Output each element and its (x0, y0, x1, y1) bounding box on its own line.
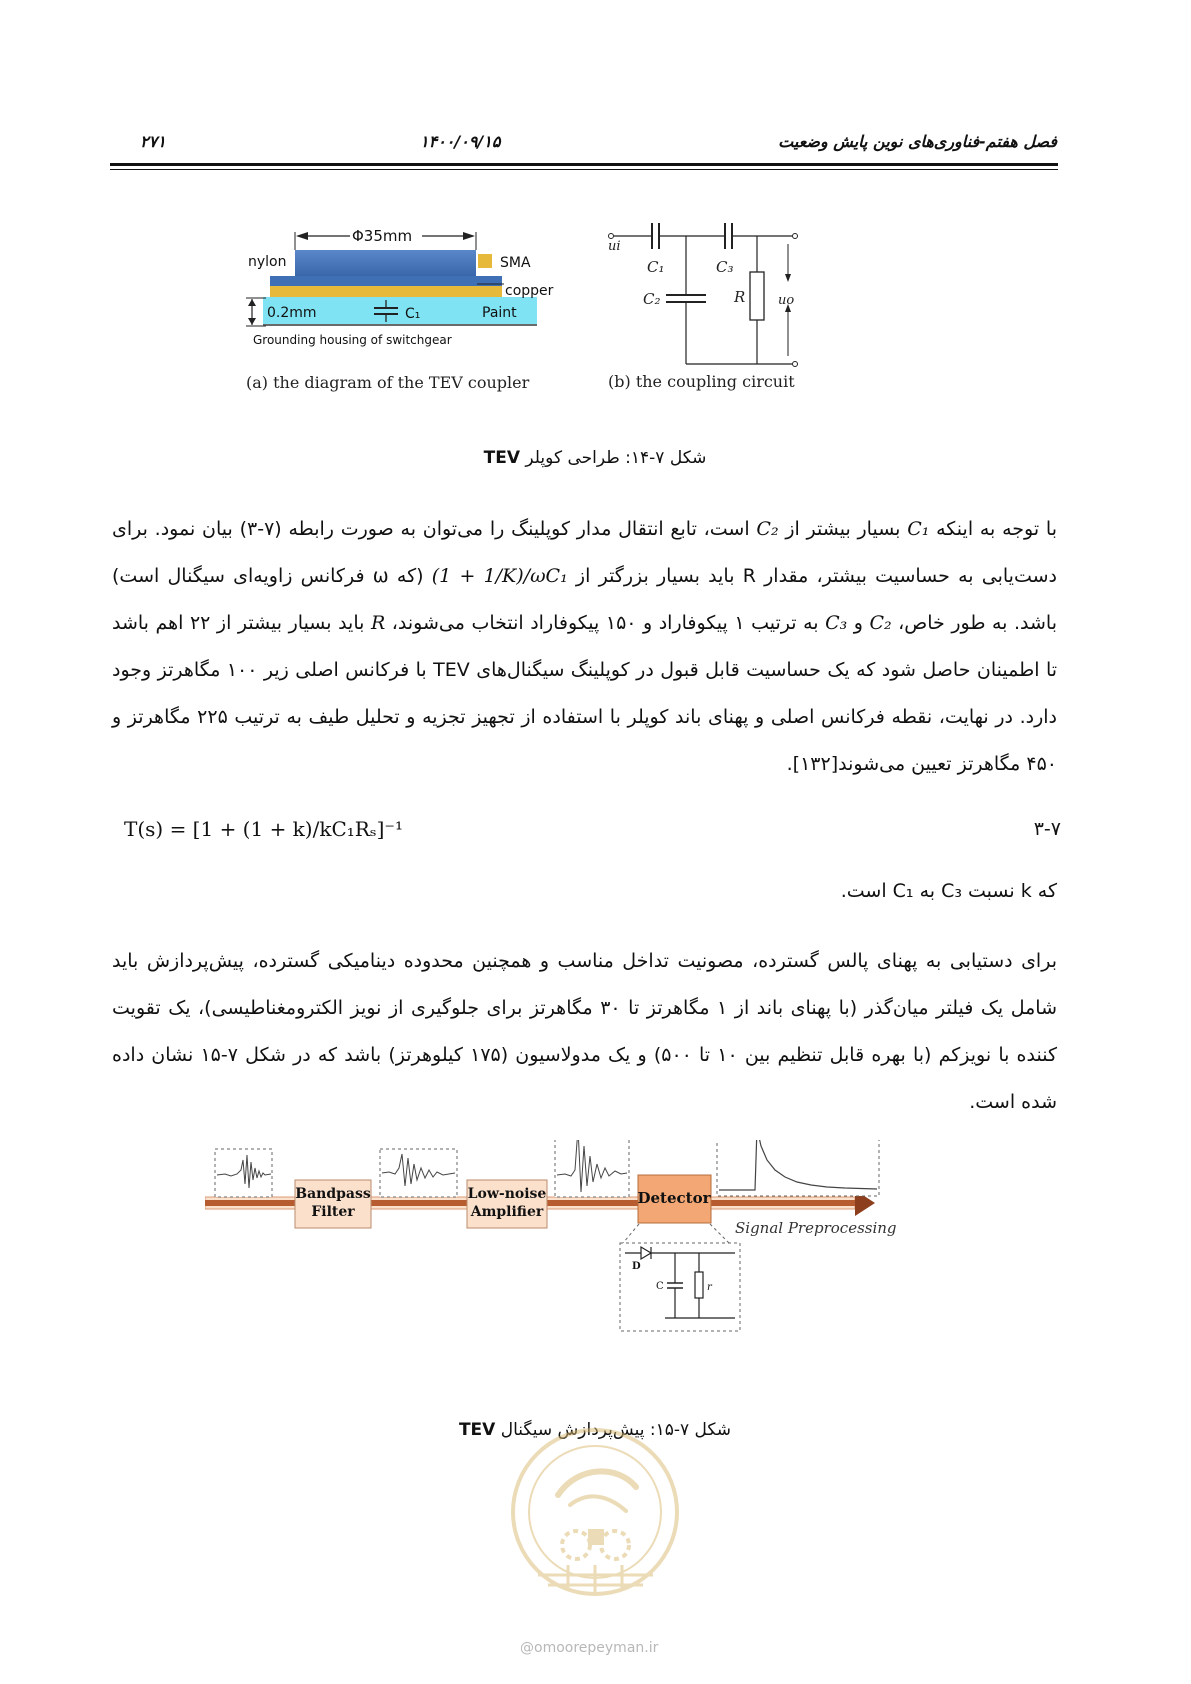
bandpass-label-2: Filter (311, 1204, 355, 1220)
p1-text-5: و (847, 612, 870, 634)
nylon-flange (270, 276, 502, 286)
p1-text-4: (که ω فرکانس زاویه‌ای سیگنال است) باشد. به طور خاص، (112, 565, 1057, 634)
c1-label-a: C₁ (405, 306, 421, 322)
uo-label: uo (778, 293, 795, 308)
page-number: ۲۷۱ (140, 132, 166, 151)
figure-14-caption-text: شکل ۷-۱۴: طراحی کوپلر (525, 448, 707, 468)
panel-a-caption: (a) the diagram of the TEV coupler (246, 373, 530, 392)
header-date: ۱۴۰۰/۰۹/۱۵ (420, 132, 501, 151)
c2-label: C₂ (643, 290, 661, 308)
res-label: r (707, 1282, 712, 1293)
signal-preprocessing-label: Signal Preprocessing (735, 1219, 897, 1237)
p1-text-6: به ترتیب ۱ پیکوفاراد و ۱۵۰ پیکوفاراد انتخاب می‌شوند، (385, 612, 826, 634)
equation-3-7: T(s) = [1 + (1 + k)/kC₁Rₛ]⁻¹ (124, 817, 403, 841)
p1-text-2: بسیار بیشتر از (778, 518, 908, 540)
cap-label: C (656, 1281, 664, 1292)
equation-number: ۳-۷ (1033, 818, 1061, 840)
nylon-label: nylon (248, 254, 287, 270)
panel-a (246, 226, 554, 392)
diode-label: D (632, 1261, 641, 1272)
panel-b-caption: (b) the coupling circuit (608, 372, 795, 391)
c3-label: C₃ (716, 258, 734, 276)
paragraph-2: که k نسبت C₃ به C₁ است. (840, 880, 1057, 902)
panel-b (608, 223, 798, 391)
p1-math-expr: (1 + 1/K)/ωC₁ (431, 565, 568, 587)
website-label: @omoorepeyman.ir (520, 1640, 659, 1656)
paint-label: Paint (482, 305, 517, 321)
p1-text-3: است، تابع انتقال مدار کوپلینگ را می‌توان به صورت رابطه (۷-۳) بیان نمود. برای دست‌یابی به حساسیت بیشتر، مقدار R باید بسیار بزرگتر از (112, 518, 1057, 587)
c1-label-b: C₁ (647, 258, 665, 276)
copper-label: copper (505, 283, 554, 299)
sma-connector (478, 254, 492, 268)
p1-text-1: با توجه به اینکه (929, 518, 1057, 540)
thickness-label: 0.2mm (267, 305, 317, 321)
p1-text-7: باید بسیار بیشتر از ۲۲ اهم باشد تا اطمینان حاصل شود که یک حساسیت قابل قبول در کوپلینگ سیگنال‌های TEV با فرکانس اصلی زیر ۱۰۰ مگاهرتز وجود دارد. در نهایت، نقطه فرکانس اصلی و پهنای باند کوپلر با استفاده از تجهیز تجزیه و تحلیل طیف به ترتیب ۲۲۵ مگاهرتز و ۴۵۰ مگاهرتز تعیین می‌شوند[۱۳۲]. (112, 612, 1058, 775)
header-rule (110, 163, 1058, 166)
figure-15-caption-tev: TEV (458, 1420, 496, 1440)
figure-14-caption (400, 448, 790, 468)
figure-signal-preprocessing (205, 1140, 935, 1410)
bandpass-label-1: Bandpass (295, 1186, 371, 1202)
p1-math-r: R (370, 612, 386, 634)
figure-tev-coupler (240, 220, 880, 430)
p1-math-c1: C₁ (907, 518, 930, 540)
p1-math-c2: C₂ (756, 518, 779, 540)
ui-label: ui (608, 239, 621, 254)
sma-label: SMA (500, 255, 531, 271)
figure-14-caption-tev: TEV (483, 448, 521, 468)
dimension-label: Φ35mm (352, 227, 413, 245)
figure-15-caption-text: شکل ۷-۱۵: پیش‌پردازش سیگنال (500, 1420, 732, 1440)
p1-math-c2b: C₂ (869, 612, 892, 634)
p1-math-c3: C₃ (825, 612, 848, 634)
ground-label: Grounding housing of switchgear (253, 333, 452, 347)
r-label: R (734, 288, 746, 306)
chapter-title: فصل هفتم-فناوری‌های نوین پایش وضعیت (778, 132, 1057, 151)
watermark-logo (508, 1425, 683, 1600)
detector-label: Detector (637, 1189, 711, 1207)
copper-layer (270, 286, 502, 297)
lna-label-2: Amplifier (470, 1204, 544, 1220)
paragraph-3: برای دستیابی به پهنای پالس گسترده، مصونیت تداخل مناسب و همچنین محدوده دینامیکی گسترده، پیش‌پردازش باید شامل یک فیلتر میان‌گذر (با پهنای باند از ۱ مگاهرتز تا ۳۰ مگاهرتز برای جلوگیری از نویز الکترومغناطیسی)، یک تقویت کننده با نویزکم (با بهره قابل تنظیم بین ۱۰ تا ۵۰۰) و یک مدولاسیون (۱۷۵ کیلوهرتز) باشد که در شکل ۷-۱۵ نشان داده شده است. (112, 950, 1057, 1113)
header-rule-thin (110, 169, 1058, 170)
paragraph-1 (112, 506, 1057, 788)
lna-label-1: Low-noise (467, 1186, 547, 1202)
